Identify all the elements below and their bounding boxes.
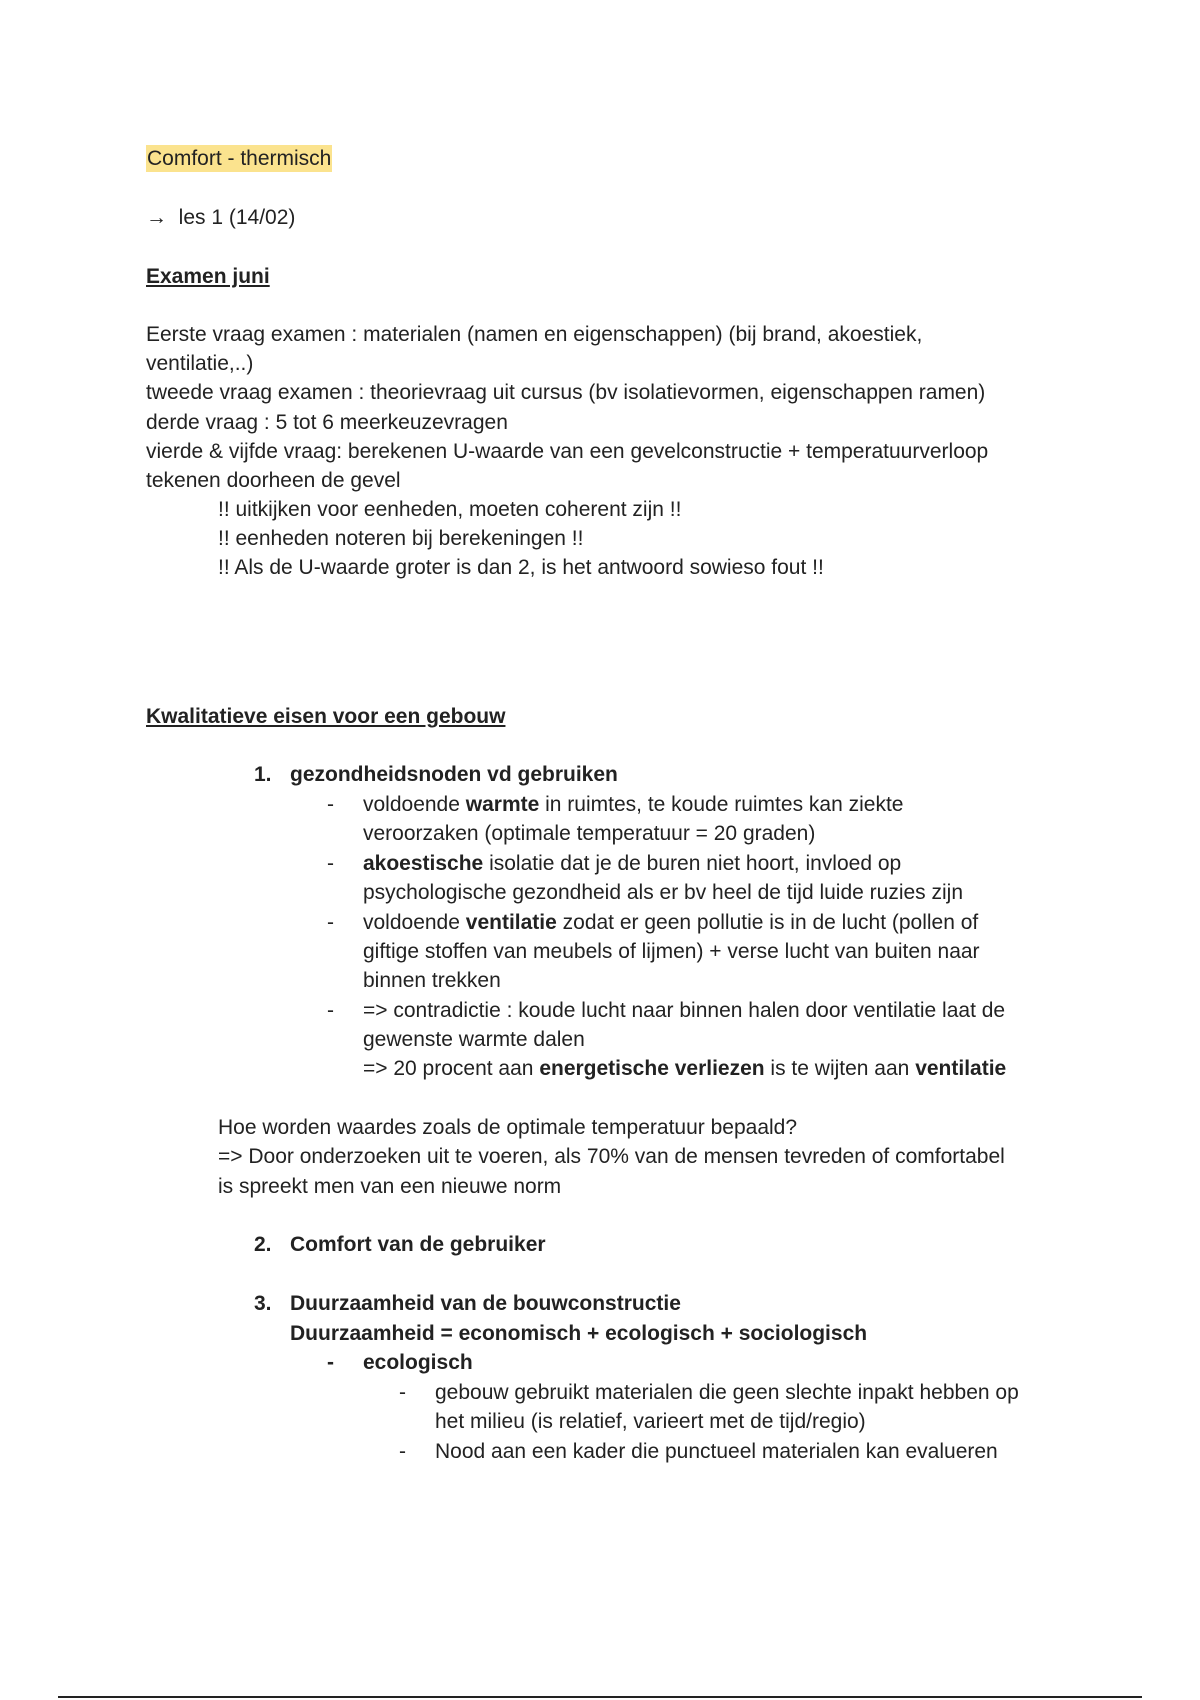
exam-line: derde vraag : 5 tot 6 meerkeuzevragen: [146, 411, 508, 434]
requirements-heading: Kwalitatieve eisen voor een gebouw: [146, 705, 506, 728]
bullet-line: Nood aan een kader die punctueel materialen kan evalueren: [435, 1440, 998, 1463]
bullet-line: akoestische isolatie dat je de buren niet hoort, invloed op: [363, 852, 902, 875]
lesson-label: les 1 (14/02): [178, 206, 296, 229]
list-item-title: gezondheidsnoden vd gebruiken: [290, 763, 618, 786]
lesson-line: [146, 203, 295, 232]
page-bottom-rule: [58, 1696, 1142, 1698]
arrow-icon: →: [146, 206, 167, 229]
list-number: 2.: [254, 1233, 272, 1256]
bullet-dash: -: [327, 793, 334, 816]
exam-heading: Examen juni: [146, 265, 270, 288]
formula-line: Duurzaamheid = economisch + ecologisch + sociologisch: [290, 1322, 868, 1345]
list-item-title: Comfort van de gebruiker: [290, 1233, 546, 1256]
exam-line: Eerste vraag examen : materialen (namen en eigenschappen) (bij brand, akoestiek,: [146, 323, 923, 346]
bullet-line: gewenste warmte dalen: [363, 1028, 585, 1051]
bullet-line: het milieu (is relatief, varieert met de tijd/regio): [435, 1410, 866, 1433]
question-line: Hoe worden waardes zoals de optimale temperatuur bepaald?: [218, 1116, 798, 1139]
answer-line: => Door onderzoeken uit te voeren, als 70% van de mensen tevreden of comfortabel: [218, 1145, 1005, 1168]
bullet-line: voldoende ventilatie zodat er geen pollutie is in de lucht (pollen of: [363, 911, 979, 934]
bullet-dash: -: [327, 999, 334, 1022]
bullet-dash: -: [327, 1351, 334, 1374]
sub-heading: ecologisch: [363, 1351, 473, 1374]
bullet-line: gebouw gebruikt materialen die geen slechte inpakt hebben op: [435, 1381, 1019, 1404]
list-item-title: Duurzaamheid van de bouwconstructie: [290, 1292, 681, 1315]
list-number: 1.: [254, 763, 272, 786]
exam-note: !! Als de U-waarde groter is dan 2, is het antwoord sowieso fout !!: [218, 556, 824, 579]
exam-line: tweede vraag examen : theorievraag uit cursus (bv isolatievormen, eigenschappen ramen): [146, 381, 986, 404]
bullet-line: giftige stoffen van meubels of lijmen) + verse lucht van buiten naar: [363, 940, 980, 963]
bullet-dash: -: [399, 1381, 406, 1404]
bullet-line: => 20 procent aan energetische verliezen is te wijten aan ventilatie: [363, 1057, 1007, 1080]
bullet-line: => contradictie : koude lucht naar binnen halen door ventilatie laat de: [363, 999, 1006, 1022]
exam-note: !! uitkijken voor eenheden, moeten coherent zijn !!: [218, 498, 682, 521]
list-number: 3.: [254, 1292, 272, 1315]
bullet-line: binnen trekken: [363, 969, 501, 992]
exam-line: tekenen doorheen de gevel: [146, 469, 401, 492]
bullet-dash: -: [327, 911, 334, 934]
exam-note: !! eenheden noteren bij berekeningen !!: [218, 527, 584, 550]
bullet-dash: -: [327, 852, 334, 875]
bullet-line: voldoende warmte in ruimtes, te koude ruimtes kan ziekte: [363, 793, 904, 816]
bullet-line: veroorzaken (optimale temperatuur = 20 graden): [363, 822, 816, 845]
title-highlight: Comfort - thermisch: [147, 147, 332, 170]
exam-line: vierde & vijfde vraag: berekenen U-waarde van een gevelconstructie + temperatuurverloop: [146, 440, 989, 463]
page-title: [146, 144, 332, 173]
exam-line: ventilatie,..): [146, 352, 254, 375]
bullet-line: psychologische gezondheid als er bv heel de tijd luide ruzies zijn: [363, 881, 964, 904]
bullet-dash: -: [399, 1440, 406, 1463]
answer-line: is spreekt men van een nieuwe norm: [218, 1175, 562, 1198]
